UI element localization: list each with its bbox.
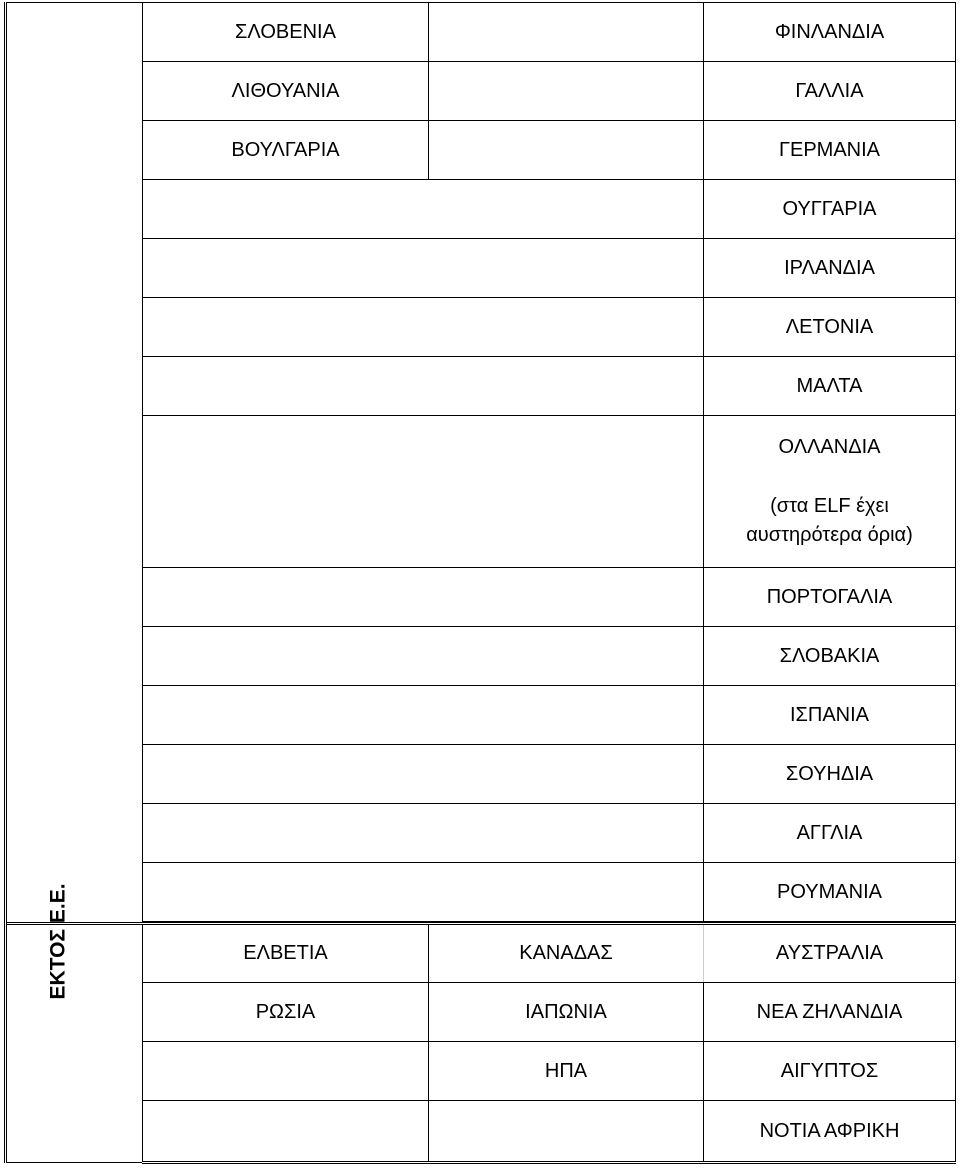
- eu-label-cell: [6, 3, 143, 924]
- eu-country-cell: ΓΕΡΜΑΝΙΑ: [704, 121, 956, 180]
- non-eu-country-cell: [429, 1101, 704, 1163]
- eu-country-cell: ΠΟΡΤΟΓΑΛΙΑ: [704, 568, 956, 627]
- eu-country-cell-multiline: [704, 416, 956, 568]
- non-eu-country-cell: ΡΩΣΙΑ: [143, 983, 429, 1042]
- eu-country-cell: ΦΙΝΛΑΝΔΙΑ: [704, 3, 956, 62]
- eu-country-cell: ΛΙΘΟΥΑΝΙΑ: [143, 62, 429, 121]
- empty-cell: [143, 298, 704, 357]
- non-eu-country-cell: ΑΥΣΤΡΑΛΙΑ: [704, 924, 956, 983]
- non-eu-label: ΕΚΤΟΣ Ε.Ε.: [46, 882, 70, 1000]
- empty-cell: [143, 804, 704, 863]
- non-eu-country-cell: [143, 1101, 429, 1163]
- empty-cell: [143, 416, 704, 568]
- eu-country-cell: ΒΟΥΛΓΑΡΙΑ: [143, 121, 429, 180]
- non-eu-country-cell: ΚΑΝΑΔΑΣ: [429, 924, 704, 983]
- empty-cell: [143, 568, 704, 627]
- empty-cell: [143, 180, 704, 239]
- eu-country-cell: ΙΣΠΑΝΙΑ: [704, 686, 956, 745]
- eu-country-cell: ΟΥΓΓΑΡΙΑ: [704, 180, 956, 239]
- eu-country-cell: ΙΡΛΑΝΔΙΑ: [704, 239, 956, 298]
- note-line: αυστηρότερα όρια): [746, 524, 913, 546]
- non-eu-country-cell: ΑΙΓΥΠΤΟΣ: [704, 1042, 956, 1101]
- eu-country-cell: ΛΕΤΟΝΙΑ: [704, 298, 956, 357]
- empty-cell: [143, 745, 704, 804]
- empty-cell: [143, 239, 704, 298]
- non-eu-country-cell: [143, 1042, 429, 1101]
- empty-cell: [143, 357, 704, 416]
- empty-cell: [143, 863, 704, 922]
- empty-cell: [429, 62, 704, 121]
- countries-table: [4, 2, 956, 1164]
- non-eu-country-cell: ΕΛΒΕΤΙΑ: [143, 924, 429, 983]
- empty-cell: [429, 3, 704, 62]
- non-eu-label-cell: [6, 882, 143, 1163]
- eu-country-cell: ΡΟΥΜΑΝΙΑ: [704, 863, 956, 922]
- eu-country-cell: ΜΑΛΤΑ: [704, 357, 956, 416]
- eu-country-cell: ΣΟΥΗΔΙΑ: [704, 745, 956, 804]
- non-eu-country-cell: ΝΟΤΙΑ ΑΦΡΙΚΗ: [704, 1101, 956, 1163]
- empty-cell: [143, 686, 704, 745]
- non-eu-country-cell: ΙΑΠΩΝΙΑ: [429, 983, 704, 1042]
- empty-cell: [143, 627, 704, 686]
- eu-country-cell: ΣΛΟΒΑΚΙΑ: [704, 627, 956, 686]
- country-name: ΟΛΛΑΝΔΙΑ: [778, 436, 881, 458]
- note-line: (στα ELF έχει: [770, 495, 889, 517]
- empty-cell: [429, 121, 704, 180]
- eu-country-cell: ΣΛΟΒΕΝΙΑ: [143, 3, 429, 62]
- eu-country-cell: ΓΑΛΛΙΑ: [704, 62, 956, 121]
- non-eu-country-cell: ΗΠΑ: [429, 1042, 704, 1101]
- non-eu-country-cell: ΝΕΑ ΖΗΛΑΝΔΙΑ: [704, 983, 956, 1042]
- eu-country-cell: ΑΓΓΛΙΑ: [704, 804, 956, 863]
